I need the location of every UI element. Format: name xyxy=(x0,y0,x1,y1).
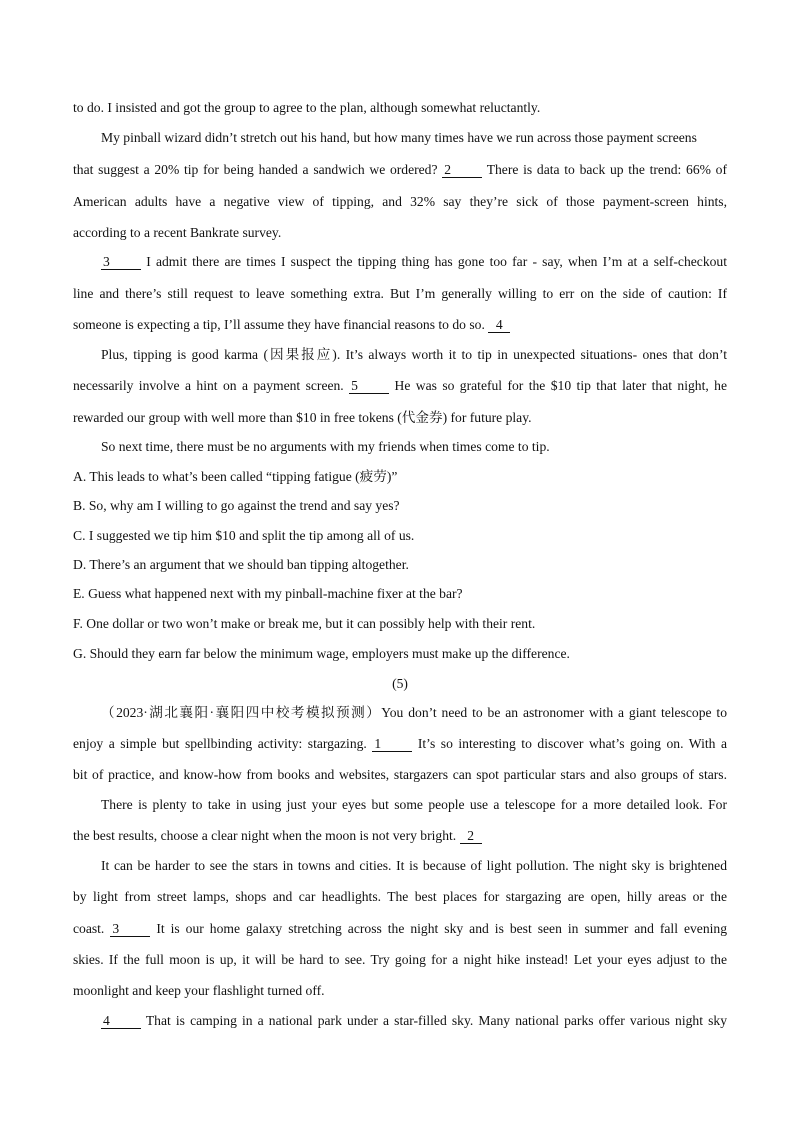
paragraph-line: There is plenty to take in using just your eyes but some people use a telescope for a more detailed look. For xyxy=(101,797,727,812)
paragraph-line: to do. I insisted and got the group to agree to the plan, although somewhat reluctantly. xyxy=(73,100,541,115)
answer-blank: 5 xyxy=(349,378,389,394)
option-e: E. Guess what happened next with my pinball-machine fixer at the bar? xyxy=(73,586,463,601)
answer-blank: 3 xyxy=(110,921,150,937)
paragraph-line: skies. If the full moon is up, it will be hard to see. Try going for a night hike instead! Let your eyes adjust to the xyxy=(73,952,727,967)
answer-blank: 2 xyxy=(460,828,482,844)
paragraph-line: line and there’s still request to leave something extra. But I’m generally willing to err on the side of caution: If xyxy=(73,286,727,301)
paragraph-line: by light from street lamps, shops and car headlights. The best places for stargazing are open, hilly areas or the xyxy=(73,889,727,904)
answer-blank: 1 xyxy=(372,736,412,752)
paragraph-line: someone is expecting a tip, I’ll assume they have financial reasons to do so. 4 xyxy=(73,315,727,335)
paragraph-line: rewarded our group with well more than $10 in free tokens (代金券) for future play. xyxy=(73,410,532,425)
paragraph-line: American adults have a negative view of tipping, and 32% say they’re sick of those payment-screen hints, xyxy=(73,194,727,209)
paragraph-line: Plus, tipping is good karma (因果报应). It’s always worth it to tip in unexpected situations- ones that don’t xyxy=(101,347,727,362)
answer-blank: 2 xyxy=(442,162,482,178)
paragraph-line: that suggest a 20% tip for being handed a sandwich we ordered? 2 There is data to back up the trend: 66% of xyxy=(73,162,728,177)
option-f: F. One dollar or two won’t make or break me, but it can possibly help with their rent. xyxy=(73,616,536,631)
option-b: B. So, why am I willing to go against the trend and say yes? xyxy=(73,498,400,513)
paragraph-line: moonlight and keep your flashlight turned off. xyxy=(73,983,325,998)
paragraph-line: 3 I admit there are times I suspect the tipping thing has gone too far - say, when I’m at a self-checkout xyxy=(103,254,727,269)
option-d: D. There’s an argument that we should ban tipping altogether. xyxy=(73,557,409,572)
paragraph-line: necessarily involve a hint on a payment screen. 5 He was so grateful for the $10 tip that later that night, he xyxy=(73,378,727,393)
option-a: A. This leads to what’s been called “tipping fatigue (疲劳)” xyxy=(73,469,398,484)
option-c: C. I suggested we tip him $10 and split the tip among all of us. xyxy=(73,528,415,543)
paragraph-line: the best results, choose a clear night when the moon is not very bright. 2 xyxy=(73,826,727,846)
paragraph-line: My pinball wizard didn’t stretch out his hand, but how many times have we run across those payment screens xyxy=(101,130,697,145)
paragraph-line: 4 That is camping in a national park under a star-filled sky. Many national parks offer various night sky xyxy=(103,1013,727,1028)
paragraph-line: enjoy a simple but spellbinding activity: stargazing. 1 It’s so interesting to discover what’s going on. With a xyxy=(73,736,727,751)
paragraph-line: coast. 3 It is our home galaxy stretching across the night sky and is best seen in summer and fall evening xyxy=(73,921,727,936)
paragraph-line: So next time, there must be no arguments with my friends when times come to tip. xyxy=(101,439,550,454)
passage-number: (5) xyxy=(392,676,408,691)
answer-blank: 3 xyxy=(101,254,141,270)
answer-blank: 4 xyxy=(101,1013,141,1029)
paragraph-line: bit of practice, and know-how from books and websites, stargazers can spot particular stars and also groups of stars. xyxy=(73,767,727,782)
paragraph-line: It can be harder to see the stars in towns and cities. It is because of light pollution. The night sky is brightened xyxy=(101,858,727,873)
paragraph-line: according to a recent Bankrate survey. xyxy=(73,225,282,240)
option-g: G. Should they earn far below the minimum wage, employers must make up the difference. xyxy=(73,646,570,661)
answer-blank: 4 xyxy=(488,317,510,333)
paragraph-line: （2023·湖北襄阳·襄阳四中校考模拟预测）You don’t need to be an astronomer with a giant telescope to xyxy=(101,705,727,720)
